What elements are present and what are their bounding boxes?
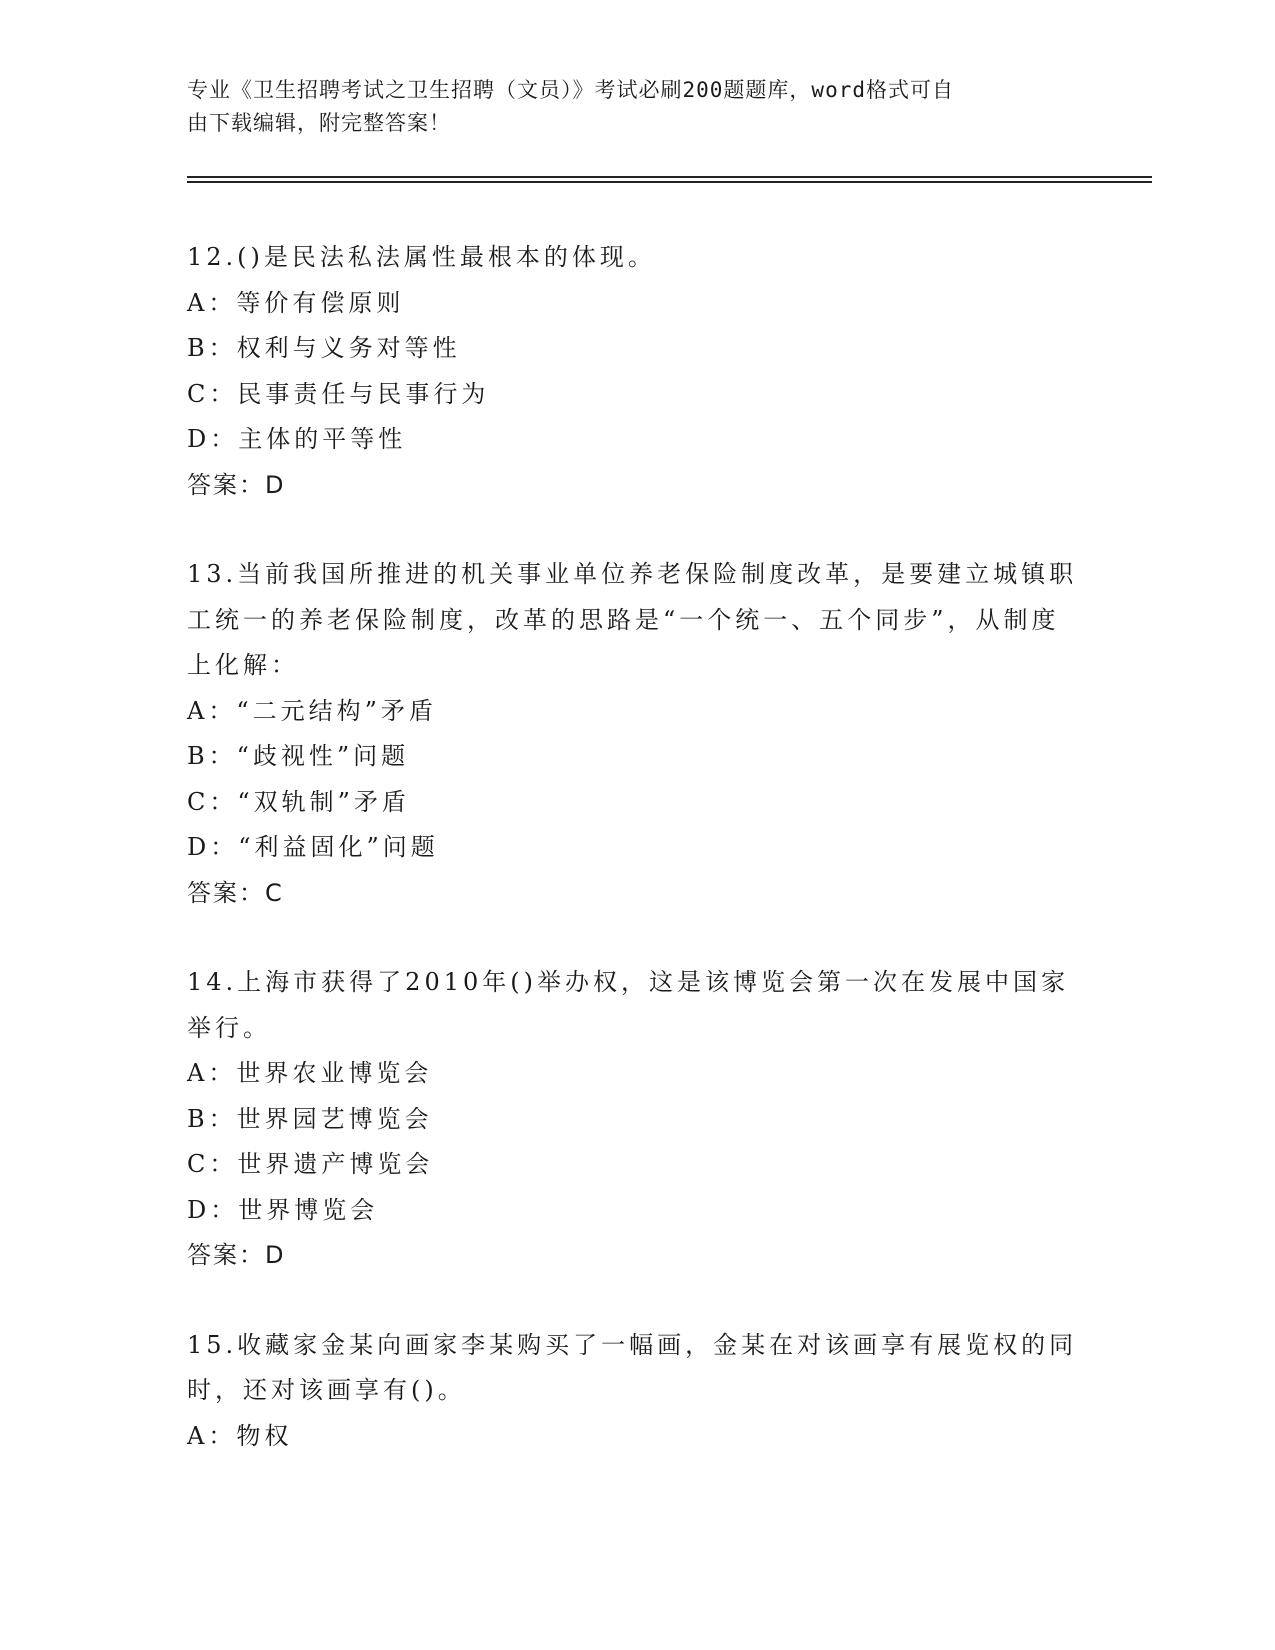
question-text: ()是民法私法属性最根本的体现。	[237, 243, 656, 271]
header-line-1: 专业《卫生招聘考试之卫生招聘（文员）》考试必刷200题题库，word格式可自	[187, 78, 954, 102]
option-b: B：“歧视性”问题	[187, 742, 410, 770]
answer-line: 答案：D	[187, 1241, 286, 1269]
question-14	[187, 960, 1087, 1279]
answer-line: 答案：D	[187, 470, 286, 499]
question-12	[187, 235, 1087, 508]
option-b: B：权利与义务对等性	[187, 334, 461, 362]
question-number: 13.	[187, 560, 238, 588]
header-line-2: 由下载编辑，附完整答案！	[187, 111, 451, 135]
question-13	[187, 552, 1087, 916]
question-text: 当前我国所推进的机关事业单位养老保险制度改革，是要建立城镇职工统一的养老保险制度，改革的思路是“一个统一、五个同步”，从制度上化解：	[187, 560, 1078, 679]
option-a: A：等价有偿原则	[187, 288, 405, 317]
header-divider-bottom	[187, 181, 1152, 183]
question-stem	[187, 235, 1087, 281]
option-d: D：“利益固化”问题	[187, 833, 439, 861]
option-a: A：世界农业博览会	[187, 1059, 433, 1087]
option-d: D：世界博览会	[187, 1195, 379, 1224]
question-number: 14.	[187, 968, 238, 996]
option-c: C：“双轨制”矛盾	[187, 787, 410, 816]
question-text: 收藏家金某向画家李某购买了一幅画，金某在对该画享有展览权的同时，还对该画享有()。	[187, 1330, 1078, 1404]
question-stem	[187, 960, 1087, 1051]
answer-line: 答案：C	[187, 878, 284, 907]
option-a: A：“二元结构”矛盾	[187, 696, 437, 725]
option-a: A：物权	[187, 1421, 293, 1450]
question-list	[187, 235, 1087, 1503]
option-d: D：主体的平等性	[187, 425, 407, 453]
document-header	[187, 74, 1067, 140]
question-stem	[187, 1323, 1087, 1414]
option-c: C：世界遗产博览会	[187, 1150, 434, 1178]
option-c: C：民事责任与民事行为	[187, 379, 490, 408]
question-15	[187, 1323, 1087, 1460]
header-divider-top	[187, 176, 1152, 178]
question-number: 12.	[187, 243, 238, 271]
question-stem	[187, 552, 1087, 689]
question-text: 上海市获得了2010年()举办权，这是该博览会第一次在发展中国家举行。	[187, 968, 1069, 1042]
question-number: 15.	[187, 1330, 238, 1359]
option-b: B：世界园艺博览会	[187, 1104, 433, 1133]
